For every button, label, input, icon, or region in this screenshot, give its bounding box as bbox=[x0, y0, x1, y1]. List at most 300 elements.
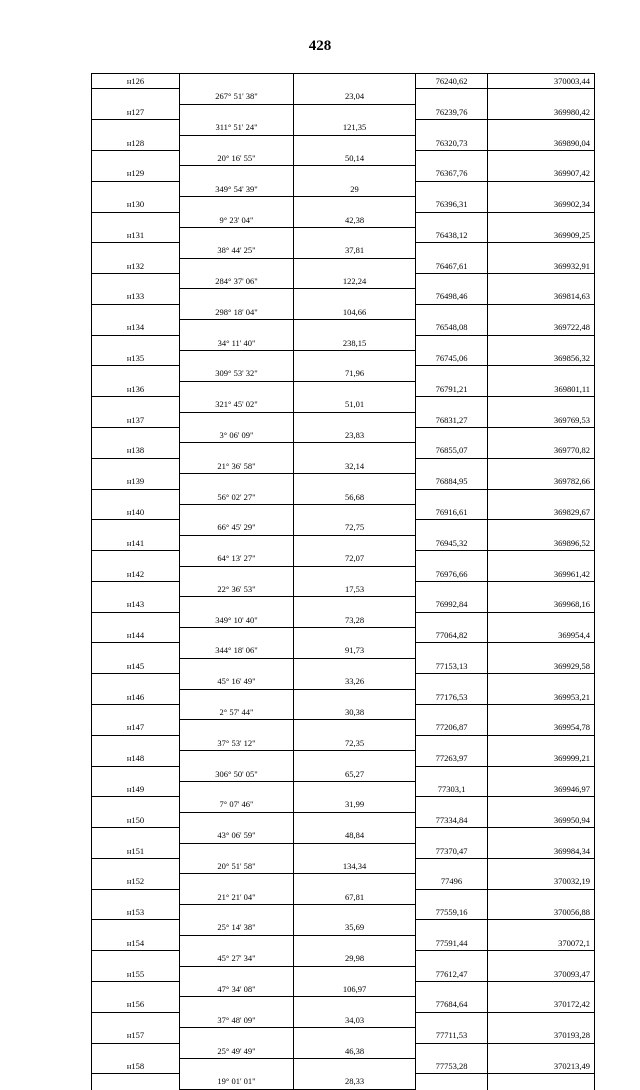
x-coordinate-cell bbox=[415, 751, 487, 766]
x-coordinate-text: 77303,1 bbox=[437, 783, 466, 794]
x-coordinate-cell bbox=[415, 674, 487, 689]
point-row bbox=[91, 628, 595, 643]
point-name-text: н140 bbox=[126, 506, 145, 517]
distance-text: 238,15 bbox=[342, 337, 367, 348]
distance-cell bbox=[293, 1059, 415, 1074]
x-coordinate-cell bbox=[415, 182, 487, 197]
distance-cell bbox=[293, 213, 415, 228]
segment-row bbox=[91, 613, 595, 628]
x-coordinate-text: 77370,47 bbox=[435, 845, 468, 856]
direction-angle-cell bbox=[179, 874, 293, 889]
direction-angle-text: 34° 11' 40" bbox=[217, 337, 256, 348]
direction-angle-cell bbox=[179, 613, 293, 628]
segment-row bbox=[91, 182, 595, 197]
point-row bbox=[91, 136, 595, 151]
x-coordinate-text: 76745,06 bbox=[435, 353, 468, 364]
y-coordinate-cell bbox=[487, 1028, 595, 1043]
direction-angle-text: 321° 45' 02" bbox=[215, 399, 258, 410]
point-name-cell bbox=[91, 520, 179, 535]
x-coordinate-cell bbox=[415, 490, 487, 505]
point-row bbox=[91, 166, 595, 181]
segment-row bbox=[91, 705, 595, 720]
page-number: 428 bbox=[308, 38, 332, 54]
y-coordinate-cell bbox=[487, 844, 595, 859]
x-coordinate-text: 76855,07 bbox=[435, 445, 468, 456]
y-coordinate-cell bbox=[487, 997, 595, 1012]
y-coordinate-text: 369782,66 bbox=[553, 476, 590, 487]
point-row bbox=[91, 813, 595, 828]
point-name-text: н134 bbox=[126, 322, 145, 333]
distance-cell bbox=[293, 474, 415, 489]
x-coordinate-text: 76791,21 bbox=[435, 383, 468, 394]
distance-cell bbox=[293, 1074, 415, 1089]
distance-cell bbox=[293, 305, 415, 320]
y-coordinate-cell bbox=[487, 536, 595, 551]
distance-cell bbox=[293, 859, 415, 874]
point-name-text: н157 bbox=[126, 1030, 145, 1041]
point-name-cell bbox=[91, 1059, 179, 1074]
direction-angle-text: 19° 01' 01" bbox=[217, 1076, 256, 1087]
distance-text: 122,24 bbox=[342, 276, 367, 287]
distance-cell bbox=[293, 782, 415, 797]
point-row bbox=[91, 690, 595, 705]
segment-row bbox=[91, 274, 595, 289]
point-row bbox=[91, 1059, 595, 1074]
y-coordinate-text: 369909,25 bbox=[553, 229, 590, 240]
point-row bbox=[91, 844, 595, 859]
x-coordinate-cell bbox=[415, 659, 487, 674]
point-name-cell bbox=[91, 767, 179, 782]
point-row bbox=[91, 505, 595, 520]
y-coordinate-text: 370213,49 bbox=[553, 1061, 590, 1071]
distance-cell bbox=[293, 905, 415, 920]
x-coordinate-text: 77064,82 bbox=[435, 630, 468, 641]
distance-text: 72,75 bbox=[344, 522, 365, 533]
distance-text: 29,98 bbox=[344, 953, 365, 964]
segment-row bbox=[91, 1074, 595, 1089]
y-coordinate-text: 369946,97 bbox=[553, 783, 590, 794]
segment-row bbox=[91, 828, 595, 843]
x-coordinate-cell bbox=[415, 844, 487, 859]
segment-row bbox=[91, 89, 595, 104]
distance-cell bbox=[293, 720, 415, 735]
direction-angle-text: 7° 07' 46" bbox=[219, 799, 254, 810]
point-row bbox=[91, 413, 595, 428]
segment-row bbox=[91, 243, 595, 258]
point-row bbox=[91, 259, 595, 274]
x-coordinate-cell bbox=[415, 643, 487, 658]
distance-text: 65,27 bbox=[344, 768, 365, 779]
distance-cell bbox=[293, 505, 415, 520]
x-coordinate-text: 77612,47 bbox=[435, 968, 468, 979]
distance-cell bbox=[293, 890, 415, 905]
x-coordinate-cell bbox=[415, 289, 487, 304]
point-name-cell bbox=[91, 828, 179, 843]
x-coordinate-cell bbox=[415, 1028, 487, 1043]
distance-cell bbox=[293, 582, 415, 597]
x-coordinate-text: 76916,61 bbox=[435, 506, 468, 517]
point-name-cell bbox=[91, 982, 179, 997]
x-coordinate-cell bbox=[415, 1059, 487, 1074]
y-coordinate-text: 370032,19 bbox=[553, 876, 590, 887]
x-coordinate-text: 77559,16 bbox=[435, 907, 468, 918]
distance-cell bbox=[293, 551, 415, 566]
x-coordinate-cell bbox=[415, 136, 487, 151]
y-coordinate-cell bbox=[487, 797, 595, 812]
distance-text: 134,34 bbox=[342, 860, 367, 871]
y-coordinate-text: 369856,32 bbox=[553, 353, 590, 364]
direction-angle-cell bbox=[179, 628, 293, 643]
point-name-cell bbox=[91, 305, 179, 320]
distance-cell bbox=[293, 690, 415, 705]
point-name-cell bbox=[91, 197, 179, 212]
direction-angle-text: 56° 02' 27" bbox=[217, 491, 256, 502]
distance-cell bbox=[293, 166, 415, 181]
point-row bbox=[91, 751, 595, 766]
y-coordinate-cell bbox=[487, 767, 595, 782]
y-coordinate-cell bbox=[487, 951, 595, 966]
direction-angle-cell bbox=[179, 567, 293, 582]
point-name-cell bbox=[91, 582, 179, 597]
y-coordinate-text: 369968,16 bbox=[553, 599, 590, 610]
distance-text: 30,38 bbox=[344, 707, 365, 718]
y-coordinate-cell bbox=[487, 720, 595, 735]
x-coordinate-cell bbox=[415, 1013, 487, 1028]
y-coordinate-cell bbox=[487, 828, 595, 843]
direction-angle-cell bbox=[179, 582, 293, 597]
y-coordinate-cell bbox=[487, 674, 595, 689]
direction-angle-cell bbox=[179, 413, 293, 428]
direction-angle-cell bbox=[179, 736, 293, 751]
distance-cell bbox=[293, 628, 415, 643]
direction-angle-text: 38° 44' 25" bbox=[217, 245, 256, 256]
y-coordinate-cell bbox=[487, 736, 595, 751]
x-coordinate-text: 77206,87 bbox=[435, 722, 468, 733]
point-name-cell bbox=[91, 490, 179, 505]
direction-angle-cell bbox=[179, 166, 293, 181]
point-name-text: н126 bbox=[126, 76, 145, 86]
distance-cell bbox=[293, 289, 415, 304]
direction-angle-cell bbox=[179, 397, 293, 412]
y-coordinate-cell bbox=[487, 1059, 595, 1074]
distance-text: 35,69 bbox=[344, 922, 365, 933]
x-coordinate-cell bbox=[415, 259, 487, 274]
y-coordinate-text: 369896,52 bbox=[553, 537, 590, 548]
distance-cell bbox=[293, 382, 415, 397]
direction-angle-text: 25° 14' 38" bbox=[217, 922, 256, 933]
y-coordinate-cell bbox=[487, 136, 595, 151]
segment-row bbox=[91, 859, 595, 874]
x-coordinate-text: 77334,84 bbox=[435, 814, 468, 825]
direction-angle-cell bbox=[179, 597, 293, 612]
direction-angle-text: 37° 48' 09" bbox=[217, 1014, 256, 1025]
direction-angle-cell bbox=[179, 443, 293, 458]
point-name-cell bbox=[91, 951, 179, 966]
direction-angle-cell bbox=[179, 520, 293, 535]
segment-row bbox=[91, 1013, 595, 1028]
x-coordinate-text: 77263,97 bbox=[435, 753, 468, 764]
point-row bbox=[91, 597, 595, 612]
y-coordinate-cell bbox=[487, 490, 595, 505]
point-name-cell bbox=[91, 182, 179, 197]
point-name-cell bbox=[91, 705, 179, 720]
segment-row bbox=[91, 305, 595, 320]
distance-text: 91,73 bbox=[344, 645, 365, 656]
distance-cell bbox=[293, 643, 415, 658]
y-coordinate-cell bbox=[487, 690, 595, 705]
point-name-text: н156 bbox=[126, 999, 145, 1010]
point-name-cell bbox=[91, 89, 179, 104]
y-coordinate-cell bbox=[487, 336, 595, 351]
x-coordinate-cell bbox=[415, 859, 487, 874]
distance-text: 121,35 bbox=[342, 122, 367, 133]
x-coordinate-cell bbox=[415, 351, 487, 366]
direction-angle-cell bbox=[179, 982, 293, 997]
point-name-cell bbox=[91, 674, 179, 689]
x-coordinate-cell bbox=[415, 213, 487, 228]
distance-cell bbox=[293, 674, 415, 689]
direction-angle-text: 37° 53' 12" bbox=[217, 737, 256, 748]
distance-text: 73,28 bbox=[344, 614, 365, 625]
distance-cell bbox=[293, 274, 415, 289]
point-name-cell bbox=[91, 613, 179, 628]
direction-angle-cell bbox=[179, 105, 293, 120]
distance-text: 31,99 bbox=[344, 799, 365, 810]
point-name-cell bbox=[91, 859, 179, 874]
segment-row bbox=[91, 459, 595, 474]
x-coordinate-cell bbox=[415, 320, 487, 335]
distance-text: 28,33 bbox=[344, 1076, 365, 1087]
distance-cell bbox=[293, 874, 415, 889]
point-name-cell bbox=[91, 397, 179, 412]
segment-row bbox=[91, 920, 595, 935]
distance-cell bbox=[293, 120, 415, 135]
direction-angle-cell bbox=[179, 813, 293, 828]
distance-cell bbox=[293, 336, 415, 351]
point-name-text: н131 bbox=[126, 229, 145, 240]
x-coordinate-cell bbox=[415, 305, 487, 320]
point-name-cell bbox=[91, 720, 179, 735]
x-coordinate-cell bbox=[415, 536, 487, 551]
y-coordinate-cell bbox=[487, 105, 595, 120]
x-coordinate-cell bbox=[415, 720, 487, 735]
y-coordinate-text: 369954,78 bbox=[553, 722, 590, 733]
y-coordinate-cell bbox=[487, 259, 595, 274]
point-row bbox=[91, 659, 595, 674]
x-coordinate-cell bbox=[415, 951, 487, 966]
direction-angle-text: 45° 16' 49" bbox=[217, 676, 256, 687]
direction-angle-cell bbox=[179, 74, 293, 89]
point-row bbox=[91, 228, 595, 243]
x-coordinate-cell bbox=[415, 582, 487, 597]
point-row bbox=[91, 1028, 595, 1043]
segment-row bbox=[91, 551, 595, 566]
direction-angle-cell bbox=[179, 151, 293, 166]
direction-angle-cell bbox=[179, 382, 293, 397]
distance-text: 72,07 bbox=[344, 553, 365, 564]
point-row bbox=[91, 536, 595, 551]
y-coordinate-text: 369890,04 bbox=[553, 137, 590, 148]
distance-text: 29 bbox=[350, 183, 359, 194]
distance-cell bbox=[293, 459, 415, 474]
segment-row bbox=[91, 736, 595, 751]
distance-cell bbox=[293, 428, 415, 443]
distance-cell bbox=[293, 951, 415, 966]
segment-row bbox=[91, 767, 595, 782]
y-coordinate-cell bbox=[487, 474, 595, 489]
direction-angle-cell bbox=[179, 797, 293, 812]
x-coordinate-cell bbox=[415, 890, 487, 905]
segment-row bbox=[91, 428, 595, 443]
direction-angle-text: 298° 18' 04" bbox=[215, 306, 258, 317]
y-coordinate-text: 369984,34 bbox=[553, 845, 590, 856]
distance-text: 23,04 bbox=[344, 91, 365, 102]
distance-cell bbox=[293, 751, 415, 766]
direction-angle-cell bbox=[179, 890, 293, 905]
point-name-cell bbox=[91, 120, 179, 135]
direction-angle-text: 45° 27' 34" bbox=[217, 953, 256, 964]
point-name-cell bbox=[91, 1074, 179, 1089]
direction-angle-text: 349° 54' 39" bbox=[215, 183, 258, 194]
point-name-text: н158 bbox=[126, 1061, 145, 1071]
direction-angle-cell bbox=[179, 967, 293, 982]
y-coordinate-text: 370093,47 bbox=[553, 968, 590, 979]
direction-angle-cell bbox=[179, 674, 293, 689]
point-name-cell bbox=[91, 166, 179, 181]
point-name-cell bbox=[91, 459, 179, 474]
segment-row bbox=[91, 151, 595, 166]
point-row bbox=[91, 443, 595, 458]
y-coordinate-text: 370056,88 bbox=[553, 907, 590, 918]
direction-angle-cell bbox=[179, 197, 293, 212]
distance-cell bbox=[293, 613, 415, 628]
y-coordinate-text: 369829,67 bbox=[553, 506, 590, 517]
direction-angle-cell bbox=[179, 859, 293, 874]
y-coordinate-cell bbox=[487, 505, 595, 520]
y-coordinate-cell bbox=[487, 120, 595, 135]
x-coordinate-cell bbox=[415, 905, 487, 920]
point-name-text: н149 bbox=[126, 783, 145, 794]
y-coordinate-cell bbox=[487, 351, 595, 366]
x-coordinate-cell bbox=[415, 474, 487, 489]
x-coordinate-cell bbox=[415, 567, 487, 582]
distance-text: 50,14 bbox=[344, 152, 365, 163]
x-coordinate-cell bbox=[415, 243, 487, 258]
direction-angle-text: 267° 51' 38" bbox=[215, 91, 258, 102]
direction-angle-cell bbox=[179, 459, 293, 474]
distance-cell bbox=[293, 320, 415, 335]
direction-angle-cell bbox=[179, 213, 293, 228]
point-name-cell bbox=[91, 813, 179, 828]
x-coordinate-text: 76396,31 bbox=[435, 199, 468, 210]
segment-row bbox=[91, 582, 595, 597]
y-coordinate-text: 370193,28 bbox=[553, 1030, 590, 1041]
x-coordinate-text: 77753,28 bbox=[435, 1061, 468, 1071]
point-name-cell bbox=[91, 443, 179, 458]
point-name-cell bbox=[91, 366, 179, 381]
x-coordinate-text: 77153,13 bbox=[435, 660, 468, 671]
direction-angle-cell bbox=[179, 782, 293, 797]
point-name-text: н154 bbox=[126, 937, 145, 948]
point-name-text: н155 bbox=[126, 968, 145, 979]
segment-row bbox=[91, 643, 595, 658]
x-coordinate-text: 76945,32 bbox=[435, 537, 468, 548]
direction-angle-cell bbox=[179, 120, 293, 135]
point-row bbox=[91, 782, 595, 797]
direction-angle-cell bbox=[179, 936, 293, 951]
x-coordinate-text: 76976,66 bbox=[435, 568, 468, 579]
point-name-cell bbox=[91, 920, 179, 935]
y-coordinate-text: 369722,48 bbox=[553, 322, 590, 333]
y-coordinate-cell bbox=[487, 382, 595, 397]
point-row bbox=[91, 997, 595, 1012]
direction-angle-cell bbox=[179, 320, 293, 335]
direction-angle-cell bbox=[179, 720, 293, 735]
x-coordinate-cell bbox=[415, 166, 487, 181]
point-name-cell bbox=[91, 474, 179, 489]
direction-angle-text: 20° 16' 55" bbox=[217, 152, 256, 163]
x-coordinate-cell bbox=[415, 366, 487, 381]
y-coordinate-cell bbox=[487, 643, 595, 658]
point-name-text: н142 bbox=[126, 568, 145, 579]
direction-angle-text: 344° 18' 06" bbox=[215, 645, 258, 656]
y-coordinate-cell bbox=[487, 520, 595, 535]
x-coordinate-cell bbox=[415, 967, 487, 982]
distance-text: 71,96 bbox=[344, 368, 365, 379]
x-coordinate-text: 77684,64 bbox=[435, 999, 468, 1010]
y-coordinate-text: 369999,21 bbox=[553, 753, 590, 764]
x-coordinate-cell bbox=[415, 920, 487, 935]
x-coordinate-cell bbox=[415, 813, 487, 828]
y-coordinate-text: 369907,42 bbox=[553, 168, 590, 179]
y-coordinate-cell bbox=[487, 551, 595, 566]
y-coordinate-text: 369929,58 bbox=[553, 660, 590, 671]
point-name-cell bbox=[91, 274, 179, 289]
point-name-cell bbox=[91, 105, 179, 120]
y-coordinate-cell bbox=[487, 813, 595, 828]
direction-angle-text: 309° 53' 32" bbox=[215, 368, 258, 379]
segment-row bbox=[91, 520, 595, 535]
point-name-text: н153 bbox=[126, 907, 145, 918]
x-coordinate-text: 76239,76 bbox=[435, 106, 468, 117]
point-name-text: н141 bbox=[126, 537, 145, 548]
x-coordinate-cell bbox=[415, 982, 487, 997]
x-coordinate-cell bbox=[415, 397, 487, 412]
direction-angle-text: 47° 34' 08" bbox=[217, 984, 256, 995]
distance-cell bbox=[293, 920, 415, 935]
distance-cell bbox=[293, 567, 415, 582]
distance-cell bbox=[293, 443, 415, 458]
distance-cell bbox=[293, 520, 415, 535]
y-coordinate-text: 369769,53 bbox=[553, 414, 590, 425]
y-coordinate-cell bbox=[487, 197, 595, 212]
distance-cell bbox=[293, 351, 415, 366]
direction-angle-cell bbox=[179, 1028, 293, 1043]
point-row bbox=[91, 905, 595, 920]
point-row bbox=[91, 474, 595, 489]
segment-row bbox=[91, 982, 595, 997]
y-coordinate-cell bbox=[487, 74, 595, 89]
distance-text: 42,38 bbox=[344, 214, 365, 225]
point-row bbox=[91, 874, 595, 889]
y-coordinate-text: 369801,11 bbox=[554, 383, 590, 394]
direction-angle-cell bbox=[179, 428, 293, 443]
segment-row bbox=[91, 336, 595, 351]
distance-cell bbox=[293, 397, 415, 412]
point-row bbox=[91, 289, 595, 304]
y-coordinate-cell bbox=[487, 1044, 595, 1059]
direction-angle-text: 25° 49' 49" bbox=[217, 1045, 256, 1056]
